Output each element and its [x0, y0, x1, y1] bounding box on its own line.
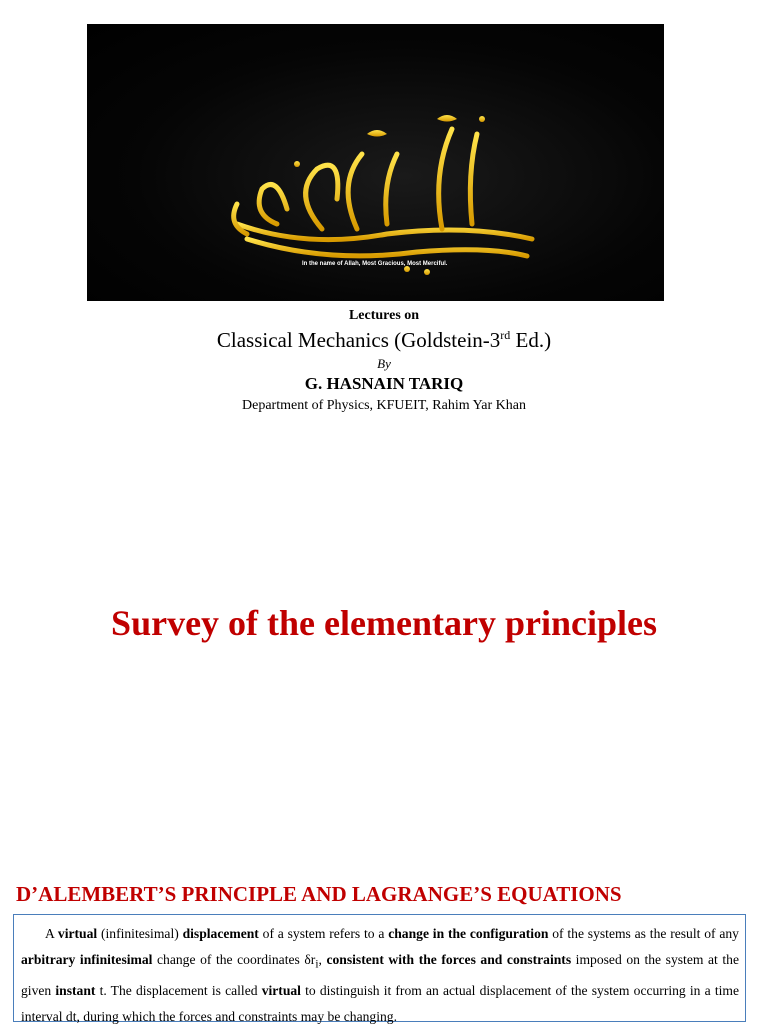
author-name: G. HASNAIN TARIQ — [304, 374, 464, 393]
course-title-main: Classical Mechanics (Goldstein-3 — [216, 328, 501, 352]
paragraph-bold: arbitrary infinitesimal — [21, 952, 153, 967]
paragraph-text: to distinguish it from an actual displacement of the system occurring in a time interval dt, during which the forces and constraints may be changing. — [21, 982, 739, 1024]
paragraph-text: , — [318, 952, 327, 967]
section-title: D’ALEMBERT’S PRINCIPLE AND LAGRANGE’S EQUATIONS — [16, 882, 622, 906]
paragraph-bold: displacement — [182, 926, 259, 941]
by-label: By — [377, 356, 391, 371]
paragraph-text: t. The displacement is called — [95, 982, 262, 998]
paragraph-text: of a system refers to a — [258, 926, 389, 941]
banner-caption: In the name of Allah, Most Gracious, Most Merciful. — [302, 261, 448, 267]
department-affiliation: Department of Physics, KFUEIT, Rahim Yar Khan — [242, 398, 526, 413]
course-title-sup: rd — [500, 328, 511, 342]
basmala-calligraphy-icon — [87, 24, 664, 301]
paragraph-text: (infinitesimal) — [97, 926, 183, 941]
paragraph-text: A — [45, 926, 58, 941]
paragraph-bold: change in the configuration — [388, 926, 549, 941]
paragraph-subscript: i — [315, 958, 319, 971]
paragraph-text: change of the coordinates δr — [152, 952, 316, 967]
definition-paragraph — [21, 921, 739, 1030]
course-title — [0, 328, 768, 353]
paragraph-bold: instant — [55, 982, 96, 998]
paragraph-bold: virtual — [57, 926, 98, 941]
basmala-banner — [87, 24, 664, 301]
definition-box — [13, 914, 746, 1022]
paragraph-bold: virtual — [261, 982, 301, 998]
paragraph-text: of the systems as the result of any — [548, 926, 739, 941]
paragraph-bold: consistent with the forces and constraints — [326, 952, 572, 967]
course-title-end: Ed.) — [510, 328, 552, 352]
paragraph-text: imposed on the system at the given — [21, 952, 739, 998]
chapter-title: Survey of the elementary principles — [111, 603, 657, 643]
lectures-on-label: Lectures on — [348, 308, 420, 323]
